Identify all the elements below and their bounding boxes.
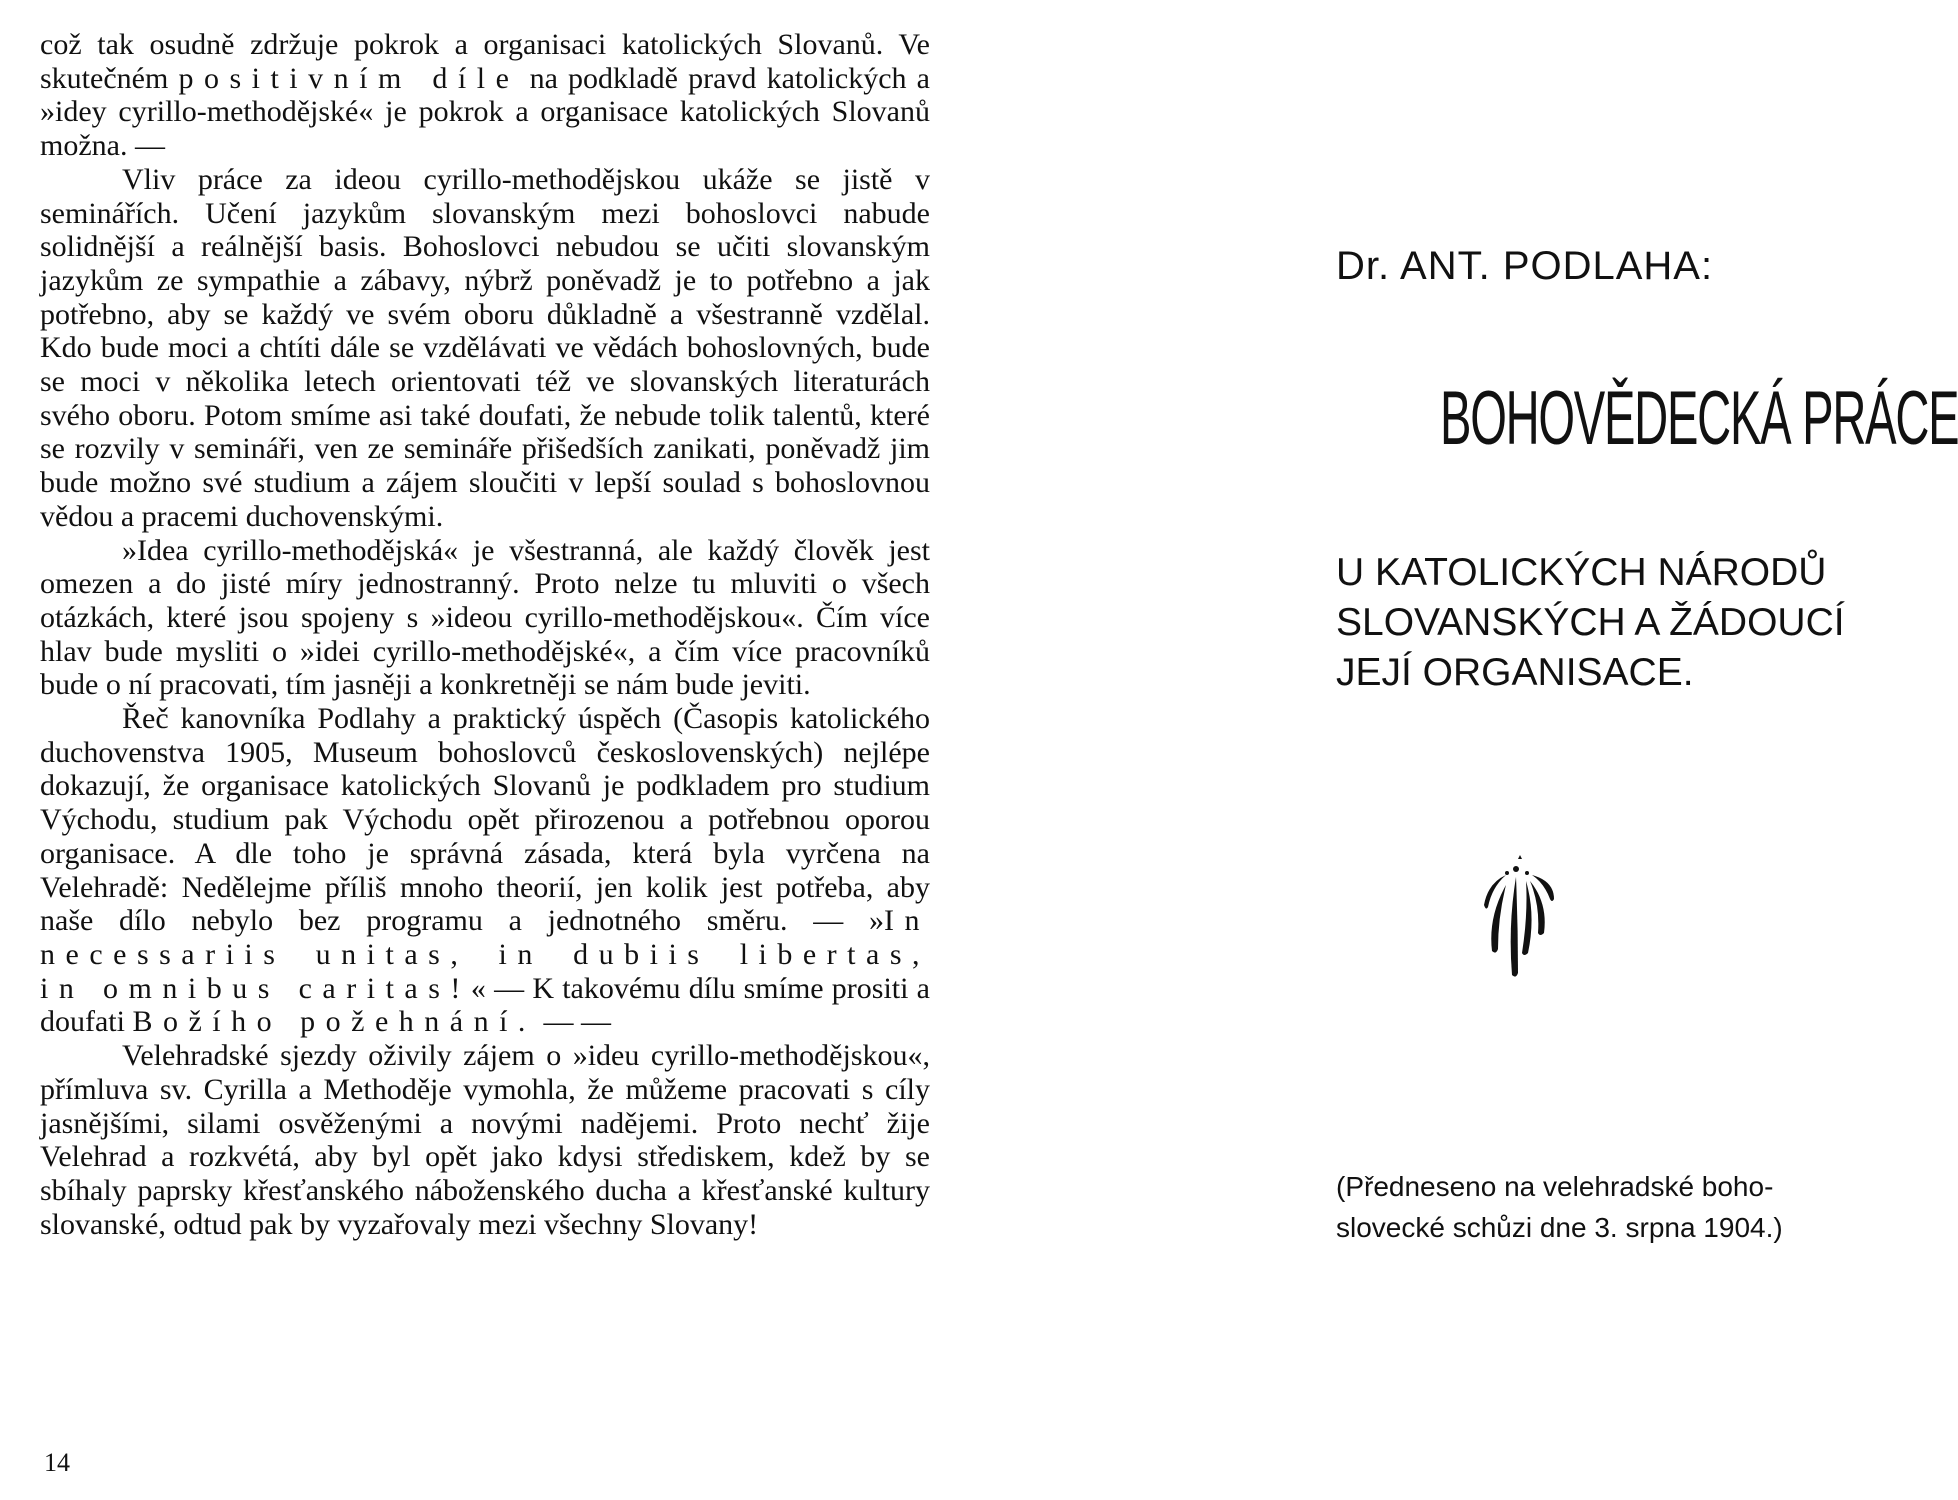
paragraph-5: Velehradské sjezdy oživily zájem o »ideu cyrillo-methodějskou«, přímluva sv. Cyrilla a Methoděje vymohla, že můžeme pracovati s cíly jasnějšími, silami osvěženými a novými nadějemi. Proto nechť žije Velehrad a rozkvétá, aby byl opět jako kdysi střediskem, kdež by se sbíhaly paprsky křesťanského náboženského ducha a křesťanské kultury slovanské, odtud pak by vyzařovaly mezi všechny Slovany!	[40, 1039, 930, 1241]
paragraph-4: Řeč kanovníka Podlahy a praktický úspěch (Časopis katolického duchovenstva 1905, Museum bohoslovců československých) nejlépe dokazují, že organisace katolických Slovanů je podkladem pro studium Východu, studium pak Východu opět přirozenou a potřebnou oporou organisace. A dle toho je správná zásada, která byla vyrčena na Velehradě: Nedělejme příliš mnoho theorií, jen kolik jest potřeba, aby naše dílo nebylo bez programu a jednotného směru. — »In necessariis unitas, in dubiis libertas, in omnibus caritas!« — K takovému dílu smíme prositi a doufati Božího požehnání. — —	[40, 702, 931, 1039]
page-number: 14	[44, 1448, 70, 1477]
paragraph-3: »Idea cyrillo-methodějská« je všestranná, ale každý člověk jest omezen a do jisté míry jednostranný. Proto nelze tu mluviti o všech otázkách, které jsou spojeny s »ideou cyrillo-methodějskou«. Čím více hlav bude mysliti o »idei cyrillo-methodějské«, a čím více pracovníků bude o ní pracovati, tím jasněji a konkretněji se nám bude jeviti.	[40, 533, 930, 702]
author-name: Dr. ANT. PODLAHA:	[1336, 244, 1714, 288]
paragraph-2: Vliv práce za ideou cyrillo-methodějskou ukáže se jistě v seminářích. Učení jazykům slovanským mezi bohoslovci nabude solidnější a reálnější basis. Bohoslovci nebudou se učiti slovanským jazykům ze sympathie a zábavy, nýbrž poněvadž je to potřebno a jak potřebno, aby se každý ve svém oboru důkladně a všestranně vzdělal. Kdo bude moci a chtíti dále se vzdělávati ve vědách bohoslovných, bude se moci v několika letech orientovati též ve slovanských literaturách svého oboru. Potom smíme asi také doufati, že nebude tolik talentů, které se rozvily v semináři, ven ze semináře přišedších zanikati, poněvadž jim bude možno své studium a zájem sloučiti v lepší soulad s bohoslovnou vědou a pracemi duchovenskými.	[40, 162, 930, 533]
subtitle-line: U KATOLICKÝCH NÁRODŮ	[1336, 551, 1827, 594]
delivery-note	[1336, 1166, 1856, 1248]
note-line: slovecké schůzi dne 3. srpna 1904.)	[1336, 1212, 1783, 1243]
emphasis-positive-work: positivním díle	[178, 61, 520, 95]
rays-ornament-icon	[1478, 855, 1558, 981]
note-line: (Předneseno na velehradské boho-	[1336, 1171, 1774, 1202]
subtitle-line: JEJÍ ORGANISACE.	[1336, 651, 1694, 694]
work-subtitle	[1336, 548, 1896, 698]
paragraph-1: což tak osudně zdržuje pokrok a organisaci katolických Slovanů. Ve skutečném positivním díle na podkladě pravd katolických a »idey cyrillo-methodějské« je pokrok a organisace katolických Slovanů možna. —	[40, 28, 930, 163]
emphasis-blessing: Božího požehnání.	[132, 1005, 536, 1039]
emphasis-latin-motto: In necessariis unitas, in dubiis libertas, in omnibus caritas!	[40, 904, 930, 1005]
left-page-text	[40, 28, 930, 1241]
work-title: BOHOVĚDECKÁ PRÁCE	[1440, 376, 1958, 461]
title-page	[1336, 0, 1958, 1500]
subtitle-line: SLOVANSKÝCH A ŽÁDOUCÍ	[1336, 601, 1845, 644]
